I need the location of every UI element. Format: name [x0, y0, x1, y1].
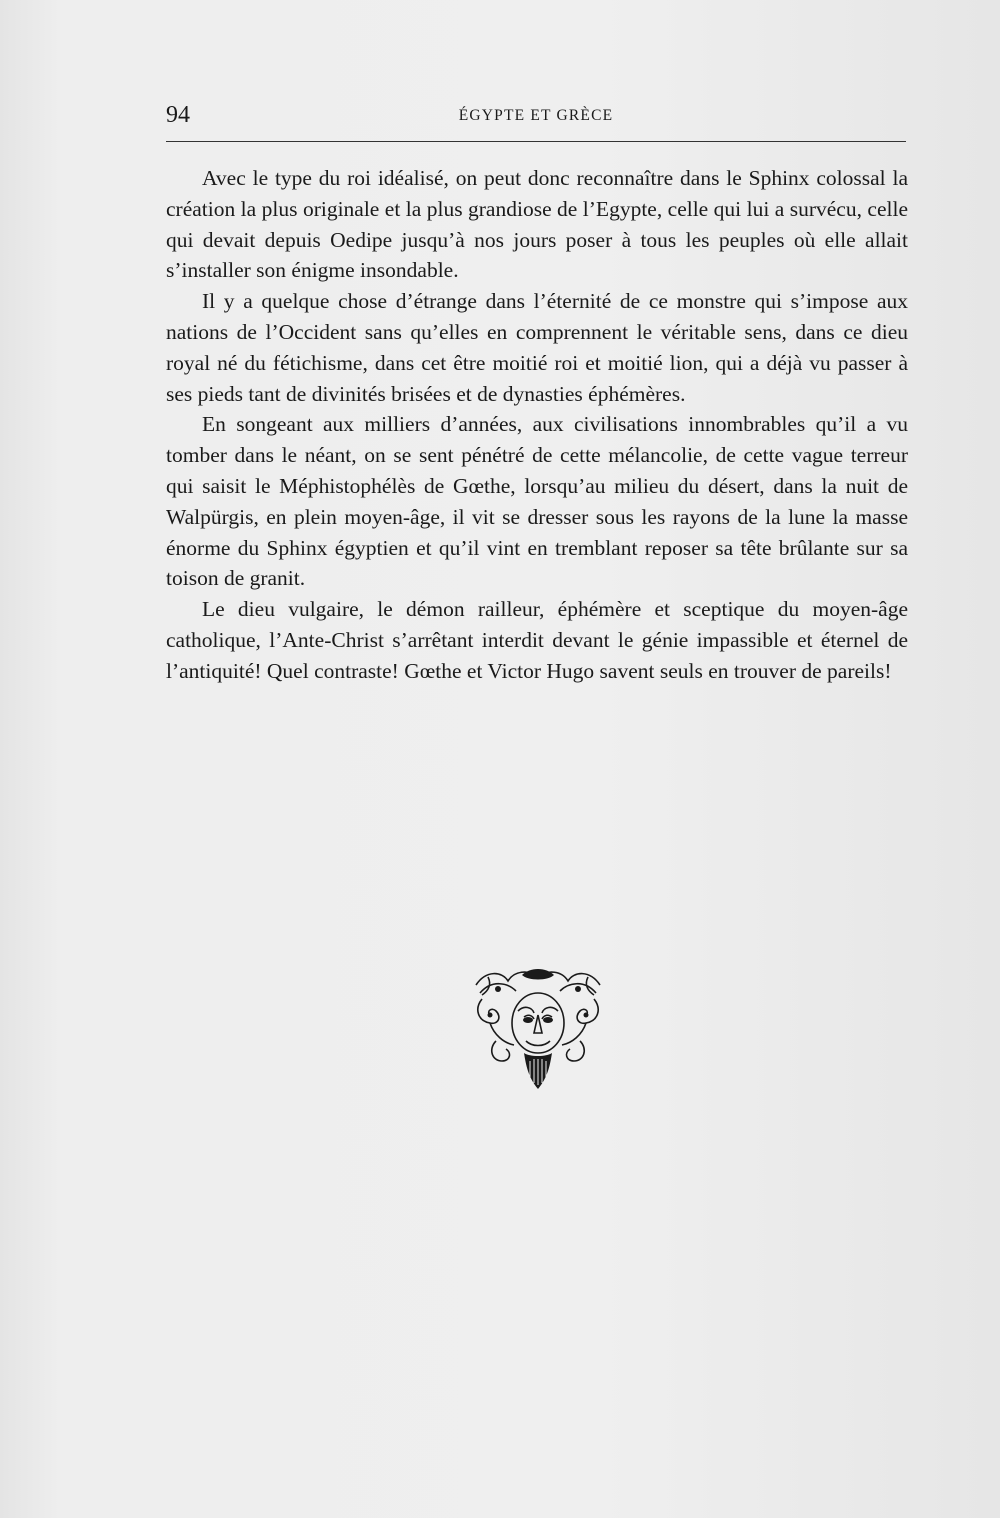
header-rule: [166, 141, 906, 142]
paragraph: En songeant aux milliers d’années, aux civilisations innombrables qu’il a vu tomber dans le néant, on se sent pénétré de cette mélancolie, de cette vague terreur qui saisit le Méphistophélès de Gœthe, lorsqu’au milieu du désert, dans la nuit de Walpürgis, en plein moyen-âge, il vit se dresser sous les rayons de la lune la masse énorme du Sphinx égyptien et qu’il vint en tremblant reposer sa tête brûlante sur sa toison de granit.: [166, 412, 908, 591]
paragraph: Il y a quelque chose d’étrange dans l’éternité de ce monstre qui s’impose aux nations de l’Occident sans qu’elles en comprennent le véritable sens, dans ce dieu royal né du fétichisme, dans cet être moitié roi et moitié lion, qui a déjà vu passer à ses pieds tant de divinités brisées et de dynasties éphémères.: [166, 289, 908, 406]
paragraph: Le dieu vulgaire, le démon railleur, éphémère et sceptique du moyen-âge catholique, l’Ante-Christ s’arrêtant interdit devant le génie impassible et éternel de l’antiquité! Quel contraste! Gœthe et Victor Hugo savent seuls en trouver de pareils!: [166, 597, 908, 683]
grotesque-mask-ornament-icon: [468, 965, 608, 1095]
body-text: [166, 163, 908, 687]
running-title: ÉGYPTE ET GRÈCE: [458, 107, 614, 124]
page-header: [166, 100, 906, 140]
page-number: 94: [166, 102, 190, 128]
paragraph: Avec le type du roi idéalisé, on peut donc reconnaître dans le Sphinx colossal la création la plus originale et la plus grandiose de l’Egypte, celle qui lui a survécu, celle qui devait depuis Oedipe jusqu’à nos jours poser à tous les peuples où elle allait s’installer son énigme insondable.: [166, 166, 908, 283]
